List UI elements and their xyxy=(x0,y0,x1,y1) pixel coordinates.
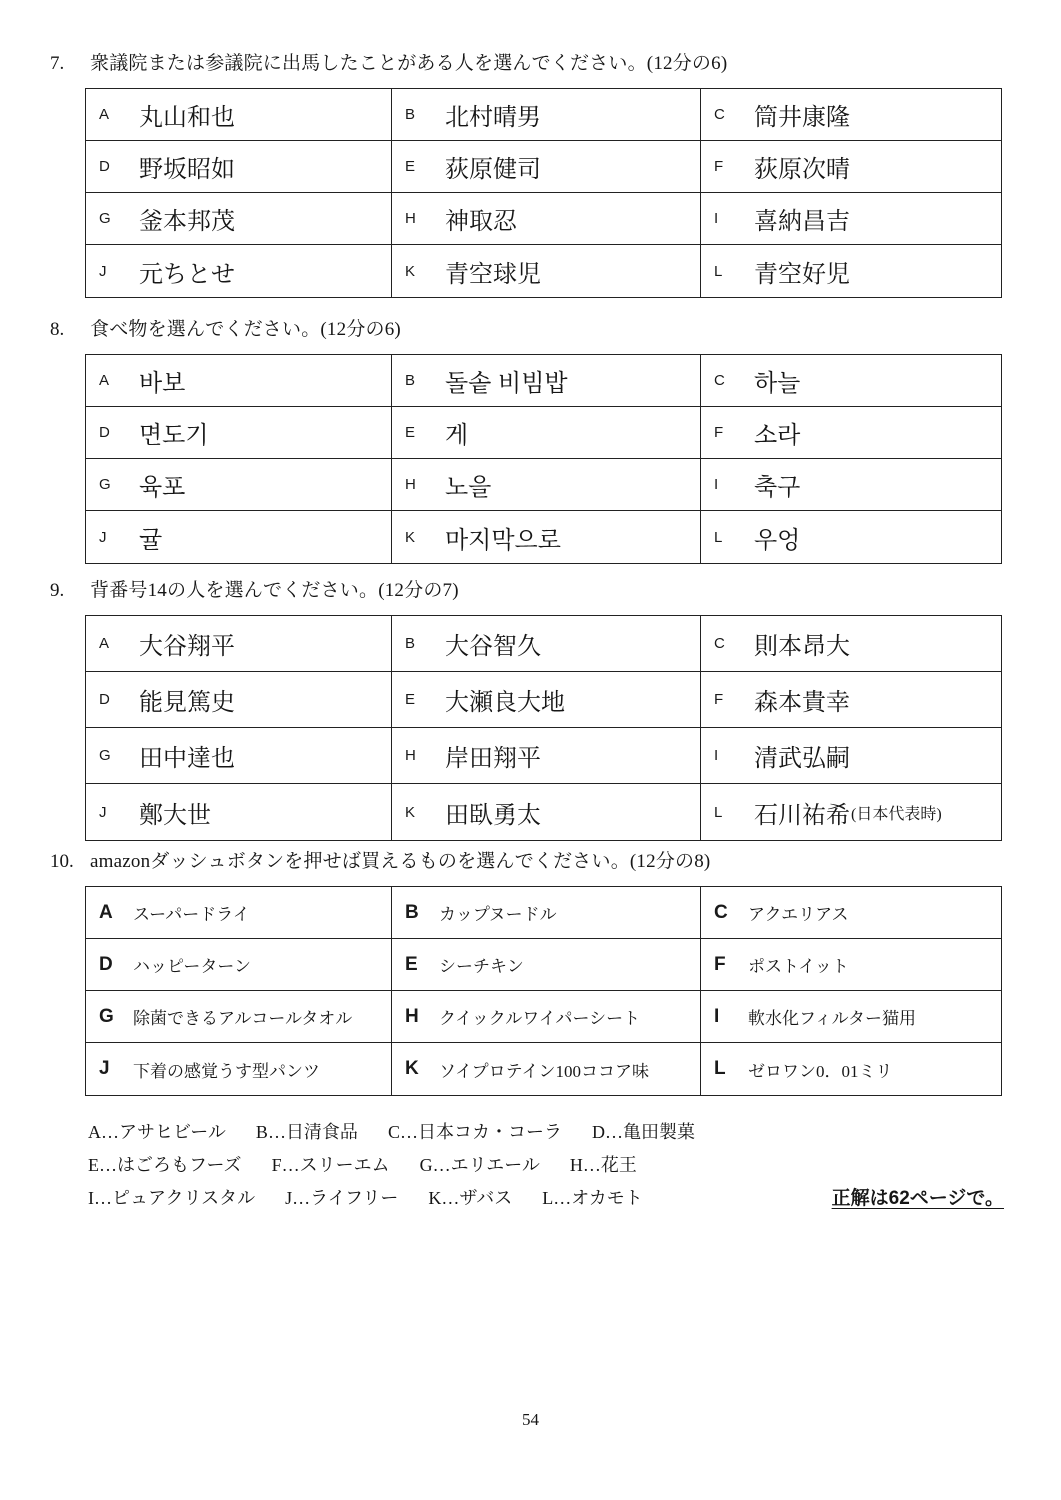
option-text: 荻原健司 xyxy=(445,157,541,183)
option-text: 大谷智久 xyxy=(445,634,541,660)
option-letter: J xyxy=(99,803,107,821)
option-letter: C xyxy=(714,901,728,923)
option-text: 喜納昌吉 xyxy=(754,209,850,235)
answer-key-line xyxy=(88,1182,1004,1215)
questions-container xyxy=(50,50,1061,1096)
option-text: クイックルワイパーシート xyxy=(439,1009,641,1028)
answer-key-separator: … xyxy=(281,1155,300,1175)
option-cell-I xyxy=(701,193,1001,245)
option-letter: J xyxy=(99,262,107,280)
option-cell-I xyxy=(701,728,1001,784)
answer-key-item-J xyxy=(285,1182,398,1215)
option-text: 육포 xyxy=(139,474,186,501)
option-cell-K xyxy=(392,511,701,563)
option-letter: K xyxy=(405,262,416,280)
option-letter: C xyxy=(714,635,725,652)
option-cell-L xyxy=(701,511,1001,563)
option-cell-A xyxy=(86,616,392,672)
answer-key-letter: F xyxy=(271,1155,282,1175)
option-letter: G xyxy=(99,747,111,764)
option-letter: E xyxy=(405,953,418,975)
question-8 xyxy=(50,316,1061,564)
answer-key-letter: C xyxy=(387,1122,400,1142)
option-letter: E xyxy=(405,691,416,708)
options-table xyxy=(85,886,1002,1096)
option-letter: L xyxy=(714,1058,726,1079)
option-cell-I xyxy=(701,991,1001,1043)
option-letter: B xyxy=(405,635,416,652)
answer-key-separator: … xyxy=(399,1122,418,1142)
answer-key-separator: … xyxy=(292,1188,311,1208)
option-letter: L xyxy=(714,262,723,280)
option-cell-E xyxy=(392,407,701,459)
option-text: 清武弘嗣 xyxy=(754,746,850,772)
option-cell-H xyxy=(392,728,701,784)
option-cell-G xyxy=(86,193,392,245)
option-cell-E xyxy=(392,939,701,991)
answer-key-separator: … xyxy=(432,1155,451,1175)
option-cell-K xyxy=(392,784,701,840)
question-prompt: amazonダッシュボタンを押せば買えるものを選んでください。(12分の8) xyxy=(90,851,711,872)
option-cell-C xyxy=(701,355,1001,407)
answer-key-maker: ピュアクリスタル xyxy=(112,1188,256,1208)
answer-key-letter: I xyxy=(88,1188,94,1208)
option-letter: A xyxy=(99,106,110,123)
option-text: 하늘 xyxy=(754,370,801,397)
answer-key-maker: アサヒビール xyxy=(119,1122,226,1142)
option-cell-G xyxy=(86,991,392,1043)
answer-key-item-G xyxy=(420,1149,540,1182)
option-cell-D xyxy=(86,939,392,991)
option-letter: L xyxy=(714,528,723,546)
option-cell-L xyxy=(701,245,1001,297)
option-text: 釜本邦茂 xyxy=(139,209,235,235)
answer-key-letter: H xyxy=(569,1155,583,1175)
question-7 xyxy=(50,50,1061,298)
option-text: 下着の感覚うす型パンツ xyxy=(133,1061,320,1081)
option-text: 우엉 xyxy=(754,526,801,554)
answer-key-letter: J xyxy=(285,1188,293,1208)
option-cell-B xyxy=(392,355,701,407)
option-cell-J xyxy=(86,511,392,563)
question-prompt: 衆議院または参議院に出馬したことがある人を選んでください。(12分の6) xyxy=(90,53,728,74)
option-cell-B xyxy=(392,616,701,672)
option-letter: G xyxy=(99,1005,114,1027)
answer-key-maker: スリーエム xyxy=(299,1155,390,1175)
option-letter: F xyxy=(714,158,724,175)
question-number: 7. xyxy=(50,53,65,74)
option-text: 면도기 xyxy=(139,422,209,449)
answer-key-letter: B xyxy=(255,1122,268,1142)
answer-key xyxy=(88,1116,1004,1215)
option-letter: G xyxy=(99,476,111,493)
option-letter: D xyxy=(99,158,110,175)
answer-key-maker: 亀田製菓 xyxy=(622,1122,695,1142)
answer-key-separator: … xyxy=(441,1188,460,1208)
option-text: 神取忍 xyxy=(445,209,517,235)
question-number: 8. xyxy=(50,319,65,340)
option-cell-E xyxy=(392,672,701,728)
question-heading xyxy=(50,848,1061,875)
option-text: 森本貴幸 xyxy=(754,690,850,716)
option-cell-F xyxy=(701,141,1001,193)
option-cell-L xyxy=(701,1043,1001,1095)
option-cell-I xyxy=(701,459,1001,511)
answer-key-line xyxy=(88,1149,1004,1182)
option-text: 丸山和也 xyxy=(139,105,235,131)
option-letter: H xyxy=(405,747,416,764)
option-text: ハッピーターン xyxy=(133,957,251,976)
question-heading xyxy=(50,50,1061,77)
answer-key-separator: … xyxy=(99,1155,117,1175)
option-letter: E xyxy=(405,424,416,441)
answer-key-maker: エリエール xyxy=(450,1155,540,1175)
options-table xyxy=(85,88,1002,298)
option-letter: K xyxy=(405,803,416,821)
option-text: ゼロワン0．01ミリ xyxy=(748,1061,893,1081)
option-letter: D xyxy=(99,424,110,441)
option-letter: A xyxy=(99,372,110,389)
answer-key-item-B xyxy=(256,1116,358,1149)
answer-key-maker: ライフリー xyxy=(310,1188,399,1208)
option-cell-F xyxy=(701,672,1001,728)
option-cell-A xyxy=(86,89,392,141)
option-text: 筒井康隆 xyxy=(754,105,850,131)
answer-key-separator: … xyxy=(267,1122,286,1142)
option-letter: B xyxy=(405,372,416,389)
option-text: 青空好児 xyxy=(754,261,850,288)
options-table xyxy=(85,354,1002,564)
option-text: 돌솥 비빔밥 xyxy=(445,370,568,397)
option-cell-C xyxy=(701,616,1001,672)
option-text: 則本昂大 xyxy=(754,634,850,660)
option-text: ソイプロテイン100ココア味 xyxy=(439,1061,649,1081)
option-letter: I xyxy=(714,1005,720,1027)
options-table xyxy=(85,615,1002,841)
option-letter: J xyxy=(99,1058,110,1079)
option-letter: G xyxy=(99,210,111,227)
option-letter: H xyxy=(405,210,416,227)
option-letter: C xyxy=(714,106,725,123)
option-text: 荻原次晴 xyxy=(754,157,850,183)
question-10 xyxy=(50,848,1061,1096)
answer-key-maker: オカモト xyxy=(571,1188,643,1208)
answer-key-item-D xyxy=(592,1116,695,1149)
option-letter: A xyxy=(99,635,110,652)
answer-key-letter: G xyxy=(419,1155,433,1175)
option-letter: C xyxy=(714,372,725,389)
answer-key-maker: 日本コカ・コーラ xyxy=(417,1122,562,1142)
option-text: 石川祐希 xyxy=(754,802,850,829)
answer-key-item-E xyxy=(88,1149,242,1182)
answer-key-item-K xyxy=(428,1182,512,1215)
question-9 xyxy=(50,577,1061,841)
option-letter: K xyxy=(405,528,416,546)
question-number: 10. xyxy=(50,851,74,872)
answer-key-letter: L xyxy=(542,1188,554,1208)
option-text: 田中達也 xyxy=(139,746,235,772)
option-text: 北村晴男 xyxy=(445,105,541,131)
option-letter: H xyxy=(405,476,416,493)
option-text: 能見篤史 xyxy=(139,690,235,716)
answer-key-line xyxy=(88,1116,1004,1149)
option-cell-F xyxy=(701,939,1001,991)
option-cell-C xyxy=(701,887,1001,939)
option-letter: B xyxy=(405,106,416,123)
option-cell-L xyxy=(701,784,1001,840)
answer-key-item-A xyxy=(88,1116,226,1149)
answer-key-letter: D xyxy=(591,1122,605,1142)
option-letter: D xyxy=(99,691,110,708)
option-cell-D xyxy=(86,141,392,193)
option-cell-A xyxy=(86,355,392,407)
option-letter: D xyxy=(99,953,113,975)
option-text: シーチキン xyxy=(439,957,524,976)
option-text: 青空球児 xyxy=(445,261,541,288)
option-letter: J xyxy=(99,528,107,546)
option-cell-H xyxy=(392,193,701,245)
question-prompt: 背番号14の人を選んでください。(12分の7) xyxy=(90,580,459,601)
answer-key-letter: E xyxy=(88,1155,99,1175)
answer-key-letter: K xyxy=(428,1188,442,1208)
option-cell-C xyxy=(701,89,1001,141)
answer-key-letter: A xyxy=(88,1122,101,1142)
page-number: 54 xyxy=(522,1410,539,1429)
option-text: 게 xyxy=(445,422,469,449)
option-letter: B xyxy=(405,901,419,923)
option-text: アクエリアス xyxy=(748,905,849,924)
option-cell-D xyxy=(86,407,392,459)
option-text: 귤 xyxy=(139,526,163,554)
option-letter: I xyxy=(714,210,719,227)
option-text: 大瀬良大地 xyxy=(445,690,565,716)
option-cell-B xyxy=(392,89,701,141)
option-text: 축구 xyxy=(754,474,801,501)
option-text: カップヌードル xyxy=(439,905,557,924)
answer-key-item-F xyxy=(272,1149,390,1182)
option-text: 軟水化フィルター猫用 xyxy=(748,1009,916,1028)
option-cell-K xyxy=(392,1043,701,1095)
option-cell-E xyxy=(392,141,701,193)
option-text-suffix: (日本代表時) xyxy=(851,805,942,823)
answer-key-separator: … xyxy=(582,1155,601,1175)
option-cell-J xyxy=(86,1043,392,1095)
option-text: 除菌できるアルコールタオル xyxy=(133,1009,353,1028)
answer-key-maker: 日清食品 xyxy=(285,1122,358,1142)
option-letter: I xyxy=(714,747,719,764)
question-heading xyxy=(50,577,1061,604)
question-number: 9. xyxy=(50,580,65,601)
option-letter: F xyxy=(714,691,724,708)
option-letter: L xyxy=(714,803,723,821)
option-cell-H xyxy=(392,991,701,1043)
answer-key-separator: … xyxy=(604,1122,623,1142)
option-text: 大谷翔平 xyxy=(139,634,235,660)
question-prompt: 食べ物を選んでください。(12分の6) xyxy=(90,319,401,340)
option-letter: I xyxy=(714,476,719,493)
option-cell-G xyxy=(86,459,392,511)
option-cell-J xyxy=(86,784,392,840)
question-heading xyxy=(50,316,1061,343)
answer-key-item-I xyxy=(88,1182,255,1215)
answer-key-separator: … xyxy=(553,1188,572,1208)
option-text: 마지막으로 xyxy=(445,526,561,554)
option-cell-H xyxy=(392,459,701,511)
answer-key-separator: … xyxy=(101,1122,119,1142)
option-text: 鄭大世 xyxy=(139,802,211,829)
answer-key-item-C xyxy=(388,1116,562,1149)
option-letter: F xyxy=(714,953,726,975)
answer-key-maker: はごろもフーズ xyxy=(117,1155,242,1175)
answer-key-separator: … xyxy=(94,1188,112,1208)
option-text: 元ちとせ xyxy=(139,261,235,288)
option-text: 노을 xyxy=(445,474,492,501)
answer-page-note: 正解は62ページで。 xyxy=(831,1188,1004,1209)
option-cell-G xyxy=(86,728,392,784)
answer-key-maker: ザバス xyxy=(459,1188,513,1208)
option-cell-D xyxy=(86,672,392,728)
option-text: 野坂昭如 xyxy=(139,157,235,183)
option-text: 소라 xyxy=(754,422,801,449)
option-letter: F xyxy=(714,424,724,441)
option-text: スーパードライ xyxy=(133,905,250,924)
option-letter: E xyxy=(405,158,416,175)
option-cell-K xyxy=(392,245,701,297)
option-text: 바보 xyxy=(139,370,186,397)
option-text: 田臥勇太 xyxy=(445,802,541,829)
option-cell-J xyxy=(86,245,392,297)
answer-key-item-H xyxy=(570,1149,637,1182)
option-letter: H xyxy=(405,1005,419,1027)
option-letter: K xyxy=(405,1058,419,1079)
option-cell-F xyxy=(701,407,1001,459)
option-letter: A xyxy=(99,901,113,923)
answer-key-maker: 花王 xyxy=(600,1155,637,1175)
option-cell-B xyxy=(392,887,701,939)
option-cell-A xyxy=(86,887,392,939)
option-text: ポストイット xyxy=(748,957,849,976)
option-text: 岸田翔平 xyxy=(445,746,541,772)
answer-key-item-L xyxy=(542,1182,642,1215)
